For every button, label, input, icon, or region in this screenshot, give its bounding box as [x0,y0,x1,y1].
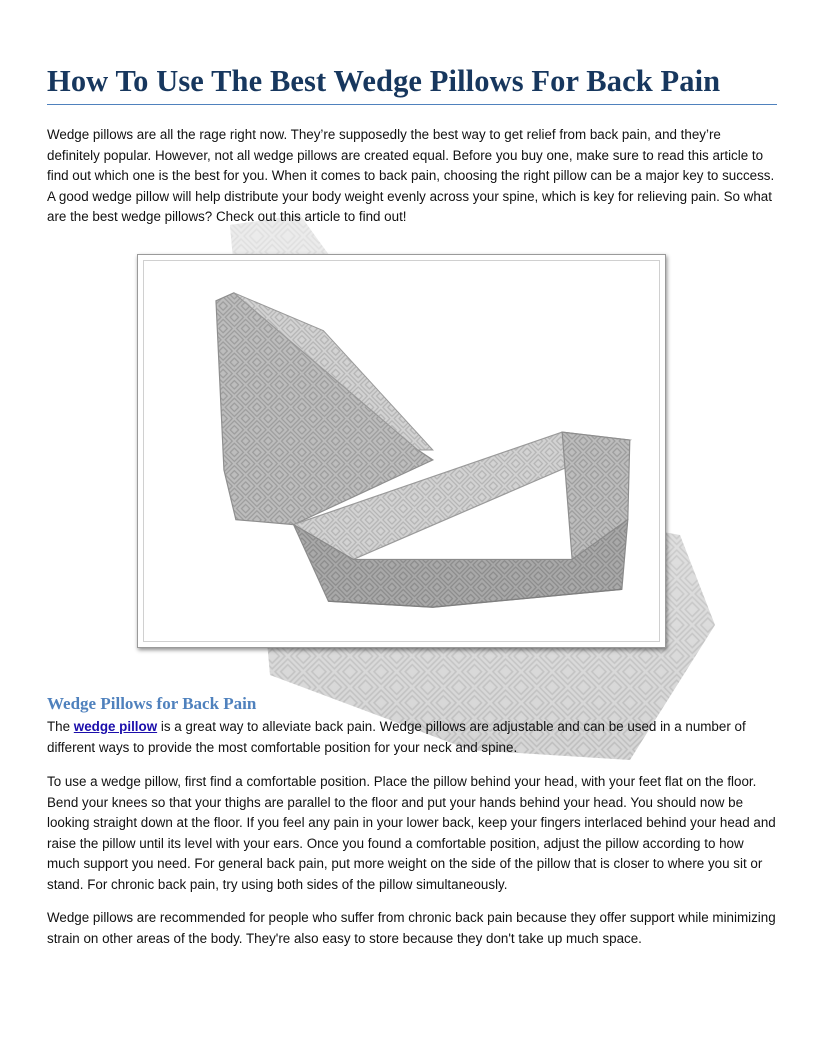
intro-paragraph: Wedge pillows are all the rage right now. They’re supposedly the best way to get relief from back pain, and they’re definitely popular. However, not all wedge pillows are created equal. Before you buy one, make sure to read this article to find out which one is the best for you. When it comes to back pain, choosing the right pillow can be a major key to success. A good wedge pillow will help distribute your body weight evenly across your spine, which is key for relieving pain. So what are the best wedge pillows? Check out this article to find out! [47,127,775,225]
paragraph-text: The [47,719,74,734]
wedge-pillow-photo [137,254,666,648]
wedge-pillows-image [144,261,659,641]
section-heading: Wedge Pillows for Back Pain [47,694,257,713]
page-title: How To Use The Best Wedge Pillows For Back Pain [47,64,721,98]
section-paragraph-1 [47,717,777,758]
paragraph-text: is a great way to alleviate back pain. Wedge pillows are adjustable and can be used in a number of different ways to provide the most comfortable position for your neck and spine. [47,719,746,755]
title-divider [47,104,777,105]
wedge-pillow-link[interactable]: wedge pillow [73,719,158,734]
photo-inner-frame [143,260,660,642]
section-paragraph-3: Wedge pillows are recommended for people who suffer from chronic back pain because they offer support while minimizing strain on other areas of the body. They're also easy to store because they don't take up much space. [47,910,776,946]
section-paragraph-2: To use a wedge pillow, first find a comfortable position. Place the pillow behind your head, with your feet flat on the floor. Bend your knees so that your thighs are parallel to the floor and put your hands behind your head. You should now be looking straight down at the floor. If you feel any pain in your lower back, keep your fingers interlaced behind your head and raise the pillow until its level with your ears. Once you found a comfortable position, adjust the pillow according to how much support you need. For general back pain, put more weight on the side of the pillow that is closer to where you sit or stand. For chronic back pain, try using both sides of the pillow simultaneously. [47,774,776,892]
